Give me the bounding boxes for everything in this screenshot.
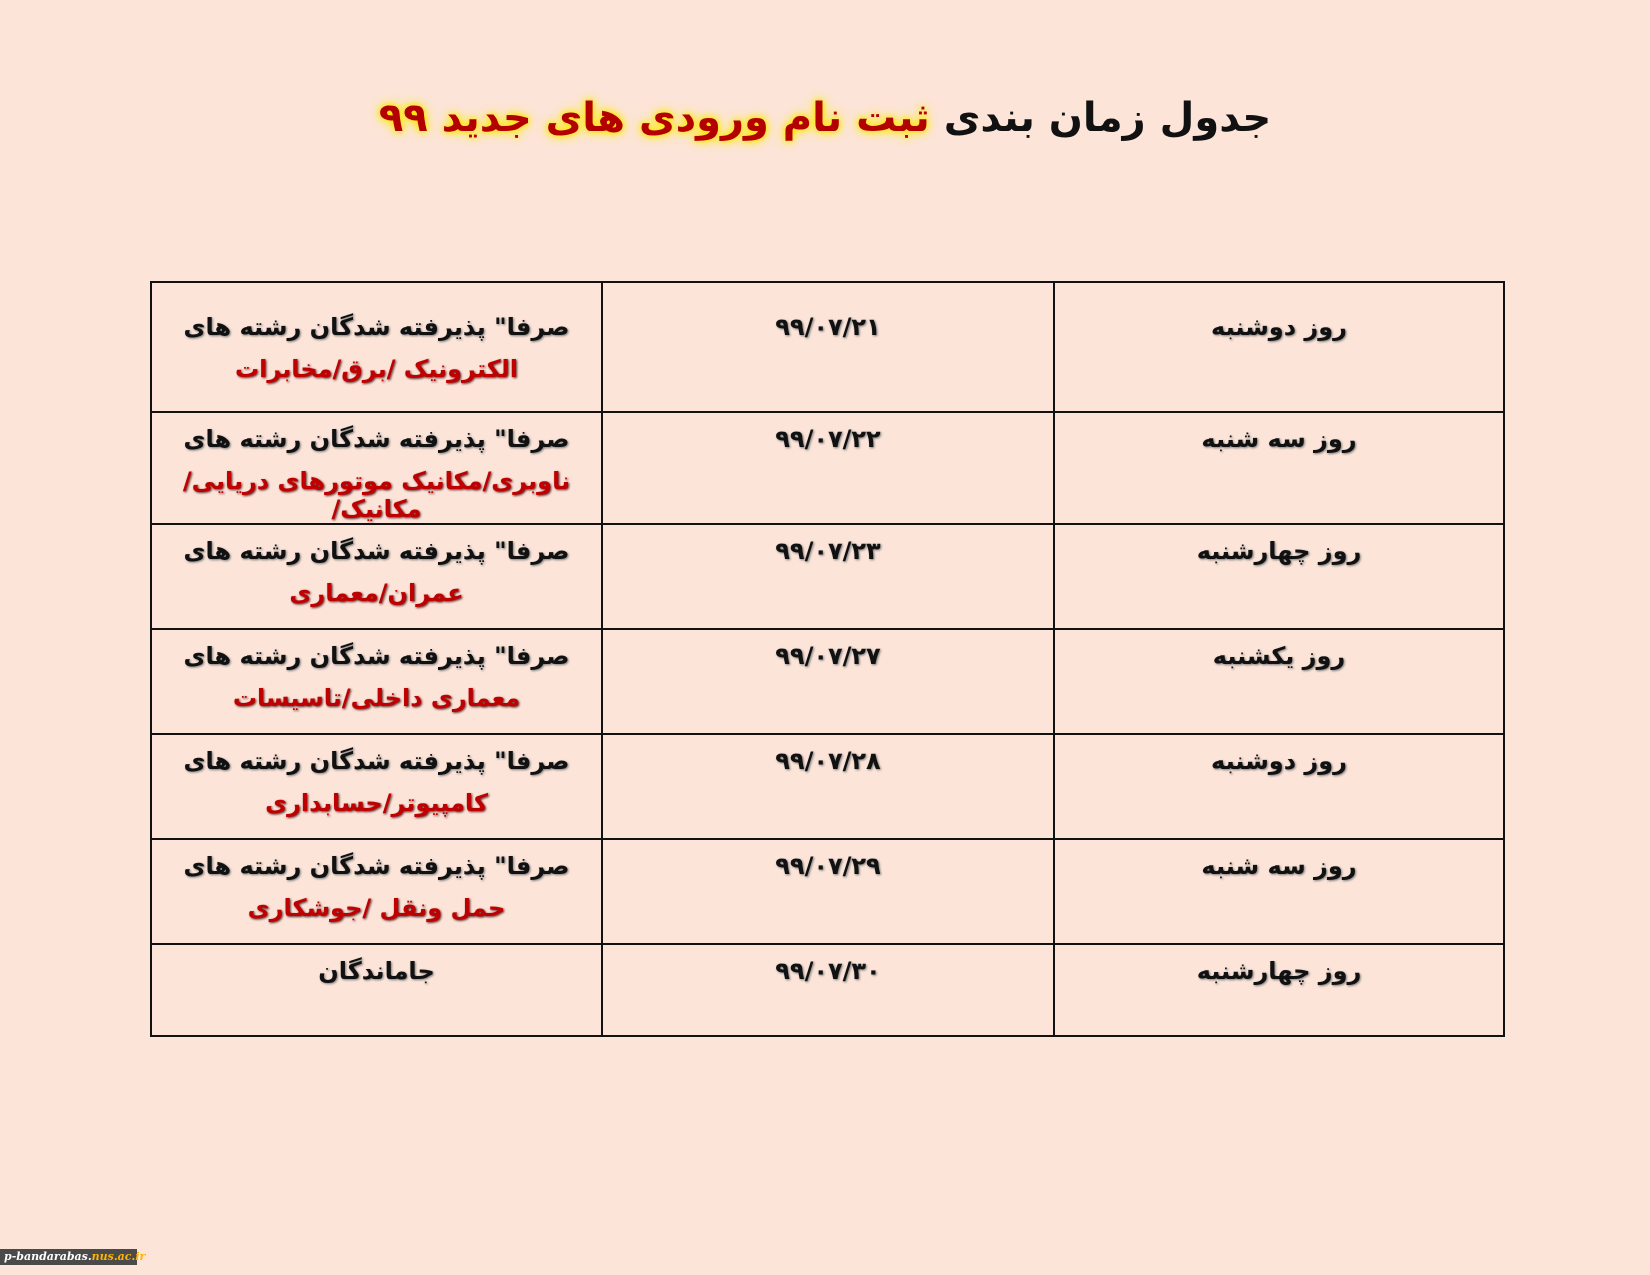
title-highlight: ثبت نام ورودی های جدید ۹۹ xyxy=(378,95,930,141)
day-label: روز دوشنبه xyxy=(1211,313,1347,341)
table-row xyxy=(151,524,1504,629)
majors-cell xyxy=(151,734,602,839)
majors-cell xyxy=(151,629,602,734)
registration-schedule-table xyxy=(150,281,1505,1037)
day-label: روز سه شنبه xyxy=(1201,852,1357,880)
watermark-domain: nus.ac.ir xyxy=(91,1250,146,1263)
majors-list: حمل ونقل /جوشکاری xyxy=(247,894,506,922)
table-row xyxy=(151,629,1504,734)
date-value: ۹۹/۰۷/۲۷ xyxy=(775,642,881,670)
day-cell xyxy=(1054,734,1504,839)
day-cell xyxy=(1054,839,1504,944)
majors-intro: صرفا" پذیرفته شدگان رشته های xyxy=(183,425,570,453)
date-value: ۹۹/۰۷/۲۲ xyxy=(775,425,881,453)
date-value: ۹۹/۰۷/۲۳ xyxy=(775,537,881,565)
majors-list: کامپیوتر/حسابداری xyxy=(265,789,488,817)
day-label: روز چهارشنبه xyxy=(1196,957,1362,985)
majors-cell xyxy=(151,839,602,944)
date-value: ۹۹/۰۷/۲۸ xyxy=(775,747,881,775)
date-cell xyxy=(602,734,1054,839)
day-label: روز دوشنبه xyxy=(1211,747,1347,775)
majors-intro: صرفا" پذیرفته شدگان رشته های xyxy=(183,537,570,565)
day-cell xyxy=(1054,412,1504,524)
day-cell xyxy=(1054,629,1504,734)
day-label: روز یکشنبه xyxy=(1212,642,1346,670)
majors-intro: جاماندگان xyxy=(318,957,435,985)
majors-list: ناوبری/مکانیک موتورهای دریایی/مکانیک/ xyxy=(182,467,571,523)
majors-intro: صرفا" پذیرفته شدگان رشته های xyxy=(183,852,570,880)
day-cell xyxy=(1054,524,1504,629)
title-plain: جدول زمان بندی xyxy=(943,95,1272,141)
table-row xyxy=(151,734,1504,839)
date-cell xyxy=(602,944,1054,1036)
date-value: ۹۹/۰۷/۲۹ xyxy=(775,852,881,880)
majors-intro: صرفا" پذیرفته شدگان رشته های xyxy=(183,313,570,341)
date-cell xyxy=(602,282,1054,412)
majors-list: معماری داخلی/تاسیسات xyxy=(232,684,521,712)
day-label: روز سه شنبه xyxy=(1201,425,1357,453)
page-title xyxy=(0,95,1650,141)
date-cell xyxy=(602,524,1054,629)
majors-cell xyxy=(151,282,602,412)
date-cell xyxy=(602,629,1054,734)
day-label: روز چهارشنبه xyxy=(1196,537,1362,565)
site-watermark xyxy=(0,1249,146,1265)
majors-cell xyxy=(151,944,602,1036)
watermark-prefix: p-bandarabas. xyxy=(4,1250,92,1263)
table-row xyxy=(151,839,1504,944)
date-value: ۹۹/۰۷/۲۱ xyxy=(775,313,881,341)
majors-list: الکترونیک /برق/مخابرات xyxy=(235,355,518,383)
majors-cell xyxy=(151,412,602,524)
majors-intro: صرفا" پذیرفته شدگان رشته های xyxy=(183,642,570,670)
table-row xyxy=(151,412,1504,524)
date-value: ۹۹/۰۷/۳۰ xyxy=(775,957,881,985)
table-row xyxy=(151,944,1504,1036)
majors-intro: صرفا" پذیرفته شدگان رشته های xyxy=(183,747,570,775)
day-cell xyxy=(1054,944,1504,1036)
majors-list: عمران/معماری xyxy=(289,579,464,607)
majors-cell xyxy=(151,524,602,629)
day-cell xyxy=(1054,282,1504,412)
date-cell xyxy=(602,412,1054,524)
date-cell xyxy=(602,839,1054,944)
table-row xyxy=(151,282,1504,412)
